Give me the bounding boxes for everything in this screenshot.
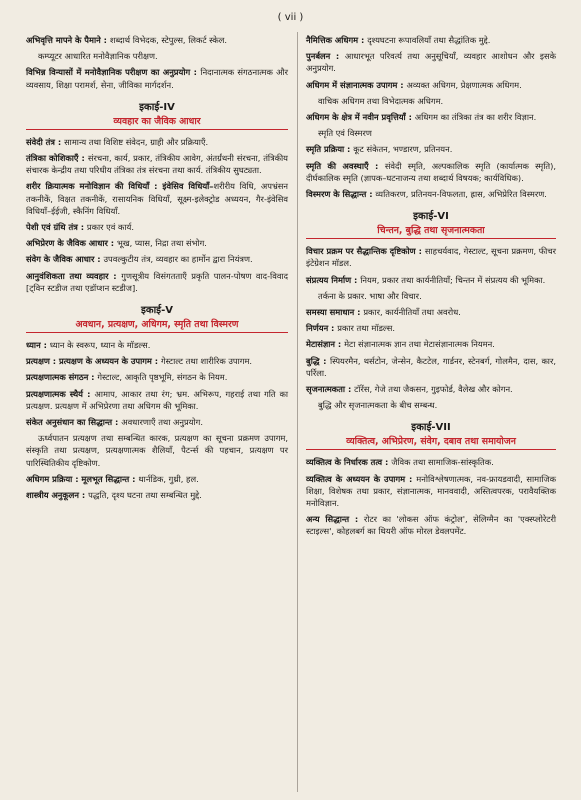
unit-subtitle: व्यक्तित्व, अभिप्रेरण, संवेग, दबाव तथा समायोजन (306, 434, 556, 450)
entry: अधिगम प्रक्रिया : मूलभूत सिद्धान्त : थार्नडिक, गुथ्री, हल. (26, 473, 199, 484)
entry: संवेदी तंत्र : सामान्य तथा विशिष्ट संवेदन, ग्राही और प्रक्रियाएँ. (26, 136, 209, 147)
entry: संकेत अनुसंधान का सिद्धान्त : अवधारणाएँ तथा अनुप्रयोग. (26, 417, 203, 428)
unit-heading: इकाई-V (141, 305, 173, 317)
entry: अभिप्रेरण के जैविक आधार : भूख, प्यास, निद्रा तथा संभोग. (26, 238, 207, 249)
unit-subtitle: चिन्तन, बुद्धि तथा सृजनात्मकता (306, 223, 556, 239)
entry: सृजनात्मकता : टॉरेंस, गेजे तथा जैकसन, गुइफोर्ड, वैलेख और कोगन. (306, 384, 513, 395)
entry: नैमित्तिक अधिगम : दृश्यघटना रूपावलियाँ तथा सैद्धांतिक मुद्दे. (306, 35, 491, 45)
entry: ध्यान : ध्यान के स्वरूप, ध्यान के मॉडल्स. (26, 340, 151, 351)
entry: मेटासंज्ञान : मेटा संज्ञानात्मक ज्ञान तथा मेटासंज्ञानात्मक नियमन. (306, 339, 495, 350)
unit-subtitle: व्यवहार का जैविक आधार (26, 114, 288, 130)
entry: बुद्धि : स्पियरमैन, थर्सटोन, जेन्सेन, कैटटेल, गार्डनर, स्टेनबर्ग, गोलमैन, दास, कार, पर्रिला. (306, 355, 556, 378)
entry: प्रत्यक्षणात्मक संगठन : गेस्टाल्ट, आकृति पृष्ठभूमि, संगठन के नियम. (26, 372, 228, 383)
entry: स्मृति की अवस्थाएँ : संवेदी स्मृति, अल्पकालिक स्मृति (कार्यात्मक स्मृति), दीर्घकालिक स्मृति (ज्ञापक–घटनाजन्य तथा शब्दार्थ विषयक; कार्यविधिक). (306, 160, 557, 183)
entry: समस्या समाधान : प्रकार, कार्यनीतियाँ तथा अवरोध. (306, 307, 461, 318)
entry: अन्य सिद्धान्त : रोटर का 'लोकस ऑफ कंट्रोल', सेलिग्मैन का 'एक्स्प्लोरेटरी स्टाइल्स', कोहलबर्ग का थियरी ऑफ मोरल डेवलपमेंट. (306, 514, 557, 537)
entry: विस्मरण के सिद्धान्त : व्यतिकरण, प्रतिनयन-विफलता, ह्रास, अभिप्रेरित विस्मरण. (306, 189, 547, 200)
unit-heading: इकाई-IV (139, 101, 175, 113)
entry: स्मृति प्रक्रिया : कूट संकेतन, भण्डारण, प्रतिनयन. (306, 144, 453, 155)
entry: अभिवृत्ति मापने के पैमाने : शब्दार्थ विभेदक, स्टेपुल्स, लिकर्ट स्केल. (26, 35, 228, 45)
entry: ऊर्ध्वपातन प्रत्यक्षण तथा सम्बन्धित कारक, प्रत्यक्षण का सूचना प्रक्रमण उपागम, संस्कृति तथा प्रत्यक्षण, प्रत्यक्षणात्मक शैलियाँ, पैटर्न्स की पहचान, प्रत्यक्षण पर पारिस्थितिकीय दृष्टिकोण. (26, 433, 288, 468)
left-column (26, 34, 288, 505)
entry: वाचिक अधिगम तथा विभेदात्मक अधिगम. (318, 95, 444, 106)
entry: निर्णयन : प्रकार तथा मॉडल्स. (306, 323, 395, 334)
entry: विचार प्रक्रम पर सैद्धान्तिक दृष्टिकोण : साहचर्यवाद, गेस्टाल्ट, सूचना प्रक्रमण, फीचर इंटेग्रेशन मॉडल. (306, 246, 556, 269)
entry: तर्कना के प्रकार. भाषा और विचार. (318, 290, 422, 301)
column-divider (297, 32, 298, 792)
unit-subtitle: अवधान, प्रत्यक्षण, अधिगम, स्मृति तथा विस्मरण (26, 317, 288, 333)
entry: संवेग के जैविक आधार : उपवल्कुटीय तंत्र, व्यवहार का हार्मोन द्वारा नियंत्रण. (26, 254, 253, 265)
unit-heading: इकाई-VI (413, 211, 449, 223)
entry: शास्त्रीय अनुकूलन : पद्धति, दृश्य घटना तथा सम्बन्धित मुद्दे. (26, 490, 202, 501)
entry: विभिन्न विन्यासों में मनोवैज्ञानिक परीक्षण का अनुप्रयोग : निदानात्मक संगठनात्मक और व्यवसाय, शिक्षा परामर्श, सेना, जीविका मार्गदर्शन. (26, 67, 288, 90)
entry: अधिगम के क्षेत्र में नवीन प्रवृत्तियाँ : अधिगम का तंत्रिका तंत्र का शरीर विज्ञान. (306, 112, 537, 123)
entry: स्मृति एवं विस्मरण (318, 128, 372, 139)
entry: प्रत्यक्षण : प्रत्यक्षण के अध्ययन के उपागम : गेस्टाल्ट तथा शारीरिक उपागम. (26, 356, 253, 367)
entry: संप्रत्यय निर्माण : नियम, प्रकार तथा कार्यनीतियाँ; चिन्तन में संप्रत्यय की भूमिका. (306, 274, 546, 285)
entry: पेशी एवं ग्रंथि तंत्र : प्रकार एवं कार्य. (26, 222, 134, 233)
entry: तंत्रिका कोशिकाएँ : संरचना, कार्य, प्रकार, तंत्रिकीय आवेग, अंतर्ग्रंथनी संरचना, तंत्रिकीय संचारक केन्द्रीय तथा परिधीय तंत्रिका तंत्र संरचना तथा कार्य. तंत्रिकीय सुघट्यता. (26, 153, 288, 176)
entry: प्रत्यक्षणात्मक स्थैर्य : आमाप, आकार तथा रंग; भ्रम. अभिरूप, गहराई तथा गति का प्रत्यक्षण. प्रत्यक्षण में अभिप्रेरणा तथा अधिगम की भूमिका. (26, 388, 288, 411)
page-number: ( vii ) (277, 12, 304, 23)
entry: पुनर्बलन : आधारभूत परिवर्त्य तथा अनुसूचियाँ, व्यवहार आशोधन और इसके अनुप्रयोग. (306, 51, 556, 74)
entry: व्यक्तित्व के निर्धारक तत्व : जैविक तथा सामाजिक-सांस्कृतिक. (306, 457, 494, 468)
entry: व्यक्तित्व के अध्ययन के उपागम : मनोविश्लेषणात्मक, नव-फ्रायडवादी, सामाजिक शिक्षा, विशेषक तथा प्रकार, संज्ञानात्मक, मानववादी, अस्तित्वपरक, परावैयक्तिक मनोविज्ञान. (306, 473, 556, 509)
entry: कम्प्यूटर आधारित मनोवैज्ञानिक परीक्षण. (38, 51, 158, 62)
entry: अधिगम में संज्ञानात्मक उपागम : अव्यक्त अधिगम, प्रेक्षणात्मक अधिगम. (306, 79, 522, 90)
entry: बुद्धि और सृजनात्मकता के बीच सम्बन्ध. (318, 400, 438, 411)
entry: आनुवंशिकता तथा व्यवहार : गुणसूत्रीय विसंगतताएँ प्रकृति पालन-पोषण वाद-विवाद [ट्विन स्टडीज तथा एडॉप्शन स्टडीज]. (26, 270, 288, 293)
right-column (306, 34, 556, 542)
unit-heading: इकाई-VII (411, 422, 451, 434)
entry: शरीर क्रियात्मक मनोविज्ञान की विधियाँ : इंवेसिव विधियाँ–शरीरीय विधि, अपभ्रंसन तकनीकें, विक्षत तकनीकें, रासायनिक विधियाँ, सूक्ष्म-इलेक्ट्रोड अध्ययन, गैर-इंवेसिव विधियाँ–ईईजी, स्कैनिंग विधियाँ. (26, 181, 289, 216)
